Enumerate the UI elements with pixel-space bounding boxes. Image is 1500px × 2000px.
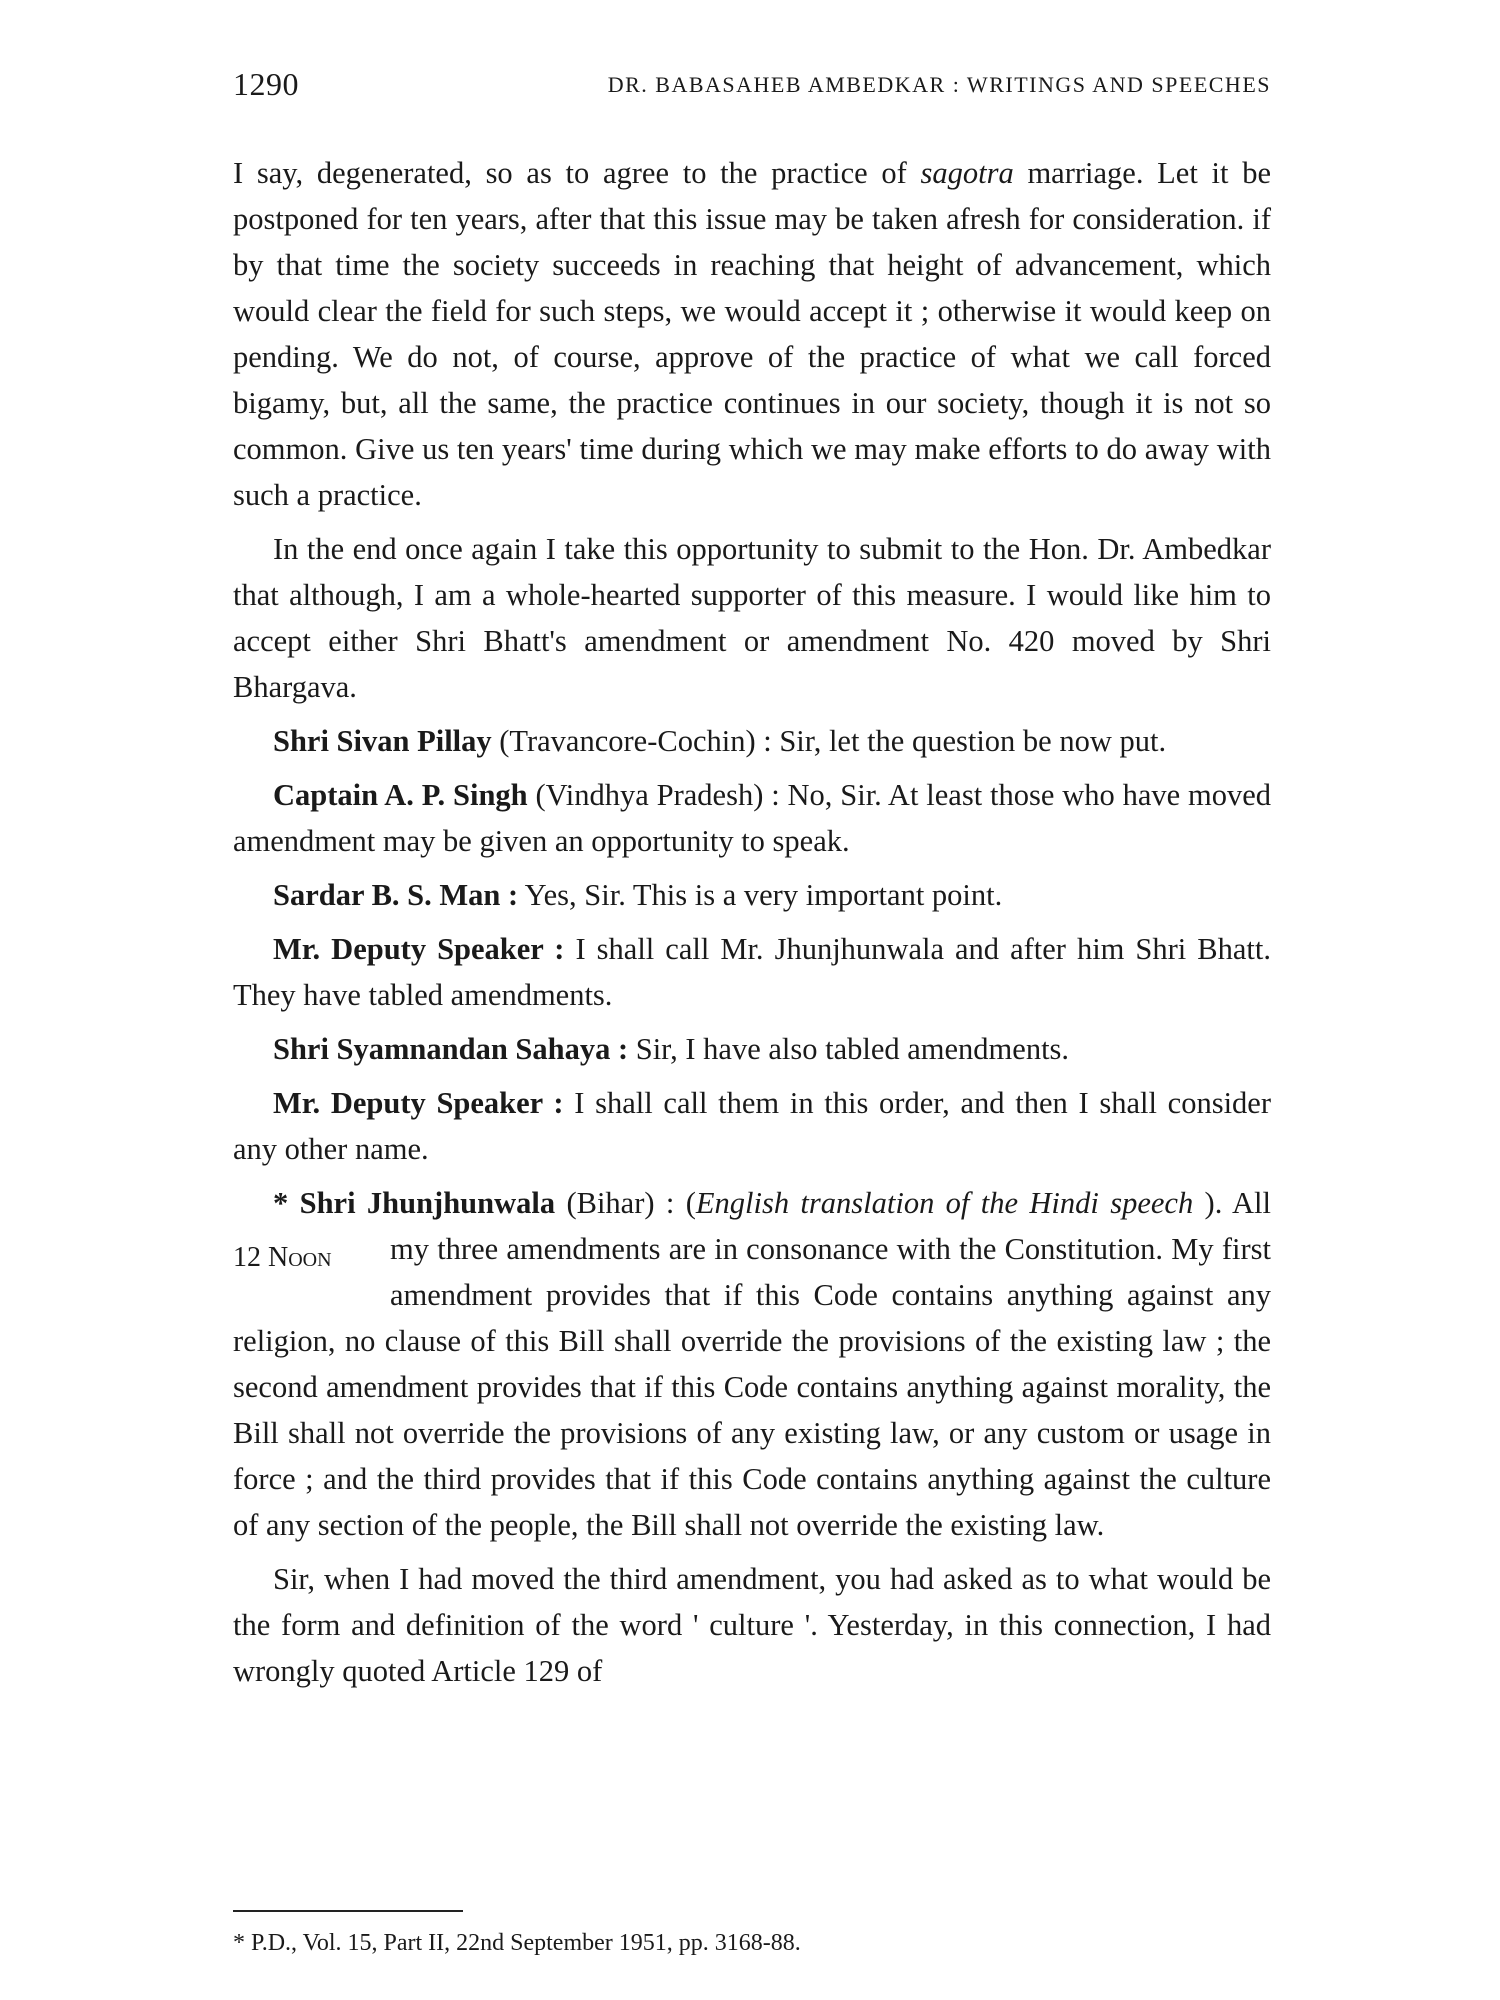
speech-text: Yes, Sir. This is a very important point. — [518, 878, 1003, 912]
time-margin-note: 12 Noon — [233, 1242, 332, 1273]
speaker-name: Sardar B. S. Man : — [273, 878, 519, 912]
speaker-name: Shri Jhunjhunwala — [299, 1186, 556, 1220]
speech-syamnandan-sahaya — [233, 1026, 1271, 1072]
paragraph-last-text: Sir, when I had moved the third amendment, you had asked as to what would be the form and definition of the word ' culture '. Yesterday, in this connection, I had wrongly quoted Article 129 of — [233, 1562, 1271, 1688]
paragraph-1 — [233, 150, 1271, 518]
running-head — [233, 60, 1271, 120]
document-page — [233, 60, 1271, 1960]
speech-text: Sir, I have also tabled amendments. — [628, 1032, 1070, 1066]
footnote-marker: * — [273, 1186, 300, 1220]
speech-jhunjhunwala — [233, 1180, 1271, 1548]
speech-text: I shall call them in this order, and then I shall consider any other name. — [233, 1086, 1271, 1166]
speech-text-b: ). All my three amendments are in consonance with the Constitution. My first amendment provides that if this Code contains anything against any religion, no clause of this Bill shall override the provisions of the existing law ; the second amendment provides that if this Code contains anything against morality, the Bill shall not override the provisions of any existing law, or any custom or usage in force ; and the third provides that if this Code contains anything against the culture of any section of the people, the Bill shall not override the existing law. — [233, 1186, 1271, 1542]
paragraph-1-text-b: marriage. Let it be postponed for ten years, after that this issue may be taken afresh for consideration. if by that time the society succeeds in reaching that height of advancement, which would clear the field for such steps, we would accept it ; otherwise it would keep on pending. We do not, of course, approve of the practice of what we call forced bigamy, but, all the same, the practice continues in our society, though it is not so common. Give us ten years' time during which we may make efforts to do away with such a practice. — [233, 156, 1271, 512]
speech-deputy-speaker-1 — [233, 926, 1271, 1018]
translation-note: English translation of the Hindi speech — [695, 1186, 1194, 1220]
speaker-name: Mr. Deputy Speaker : — [273, 1086, 564, 1120]
page-number: 1290 — [233, 66, 299, 102]
speaker-name: Mr. Deputy Speaker : — [273, 932, 565, 966]
sagotra-term: sagotra — [920, 156, 1014, 190]
paragraph-last — [233, 1556, 1271, 1694]
speaker-name: Captain A. P. Singh — [273, 778, 528, 812]
body-text — [233, 150, 1271, 1702]
speech-text-a: (Bihar) : ( — [555, 1186, 696, 1220]
footnote: * P.D., Vol. 15, Part II, 22nd September 1951, pp. 3168-88. — [233, 1930, 801, 1956]
speech-sivan-pillay — [233, 718, 1271, 764]
book-title: DR. BABASAHEB AMBEDKAR : WRITINGS AND SPEECHES — [607, 72, 1271, 97]
paragraph-1-text-a: I say, degenerated, so as to agree to the practice of — [233, 156, 921, 190]
speaker-name: Shri Syamnandan Sahaya : — [273, 1032, 629, 1066]
footnote-rule — [233, 1910, 463, 1912]
speech-text: (Vindhya Pradesh) : No, Sir. At least those who have moved amendment may be given an opportunity to speak. — [233, 778, 1271, 858]
speech-ap-singh — [233, 772, 1271, 864]
speech-text: I shall call Mr. Jhunjhunwala and after him Shri Bhatt. They have tabled amendments. — [233, 932, 1271, 1012]
speech-text: (Travancore-Cochin) : Sir, let the question be now put. — [491, 724, 1167, 758]
speaker-name: Shri Sivan Pillay — [273, 724, 492, 758]
speech-bs-man — [233, 872, 1271, 918]
speech-deputy-speaker-2 — [233, 1080, 1271, 1172]
paragraph-2: In the end once again I take this opportunity to submit to the Hon. Dr. Ambedkar that although, I am a whole-hearted supporter of this measure. I would like him to accept either Shri Bhatt's amendment or amendment No. 420 moved by Shri Bhargava. — [233, 532, 1271, 704]
